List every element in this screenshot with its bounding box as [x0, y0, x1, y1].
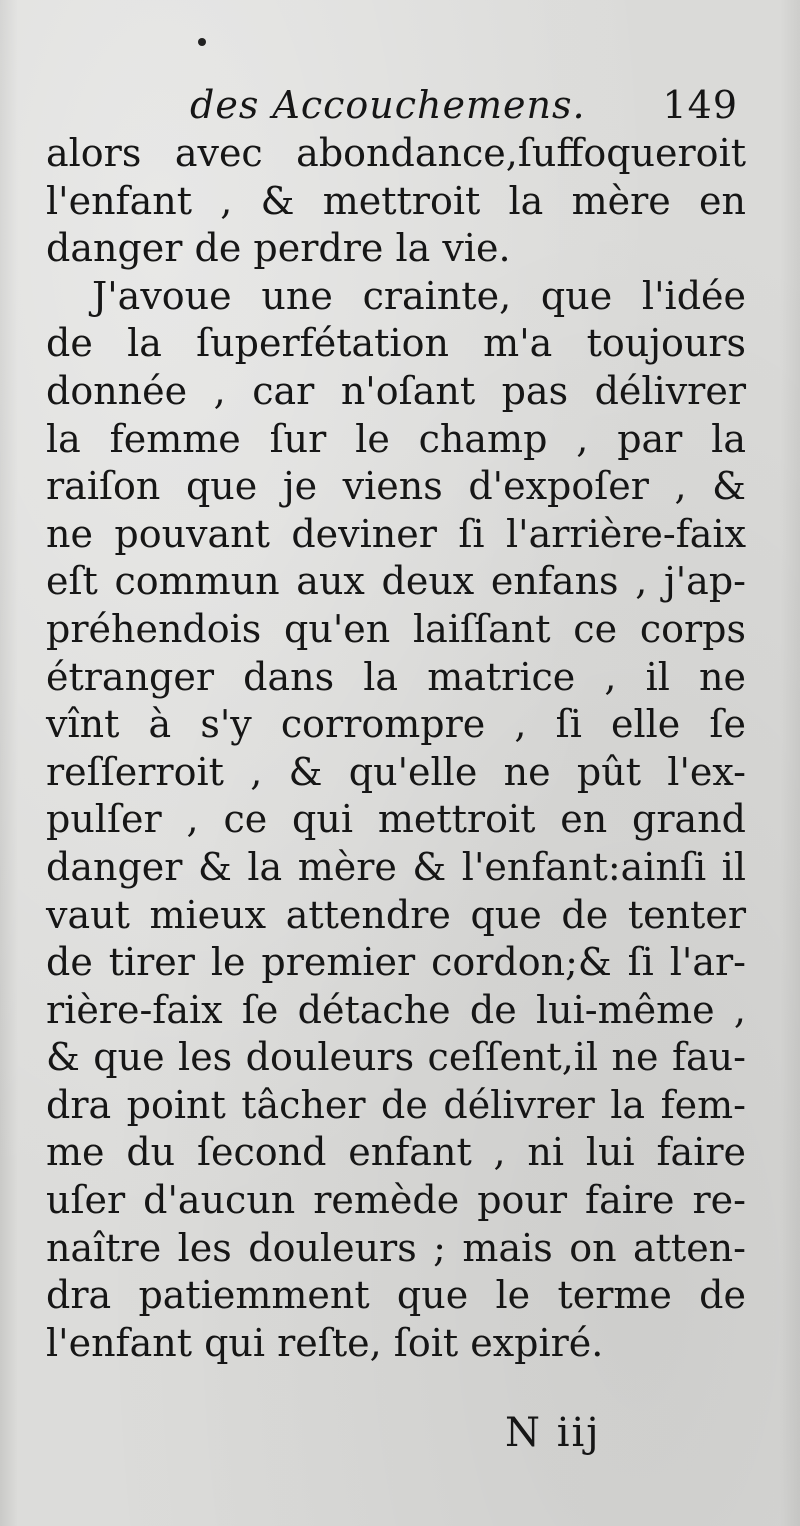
- text-line: rière-faix ſe détache de lui-même ,: [46, 987, 746, 1032]
- text-line: vînt à s'y corrompre , ſi elle ſe: [46, 702, 746, 747]
- ink-dot: [198, 38, 206, 46]
- text-line: danger & la mère & l'enfant:ainſi il: [46, 844, 746, 889]
- text-line: de la ſuperfétation m'a toujours: [46, 321, 746, 366]
- body-text: [46, 130, 746, 1367]
- text-line: reſſerroit , & qu'elle ne pût l'ex-: [46, 749, 746, 794]
- text-line: dra patiemment que le terme de: [46, 1273, 746, 1318]
- text-line: & que les douleurs ceſſent,il ne fau-: [46, 1035, 746, 1080]
- text-line: raiſon que je viens d'expoſer , &: [46, 464, 746, 509]
- text-line: préhendois qu'en laiſſant ce corps: [46, 606, 746, 651]
- text-line: la femme ſur le champ , par la: [46, 416, 746, 461]
- page-header: [190, 80, 750, 130]
- text-line: danger de perdre la vie.: [46, 226, 511, 271]
- text-line: dra point tâcher de délivrer la fem-: [46, 1082, 746, 1127]
- text-line: me du ſecond enfant , ni lui faire: [46, 1130, 746, 1175]
- text-line: pulſer , ce qui mettroit en grand: [46, 797, 746, 842]
- text-line: eſt commun aux deux enfans , j'ap-: [46, 559, 746, 604]
- text-line: étranger dans la matrice , il ne: [46, 654, 746, 699]
- text-line: donnée , car n'oſant pas délivrer: [46, 368, 746, 413]
- text-line: ne pouvant deviner ſi l'arrière-faix: [46, 511, 746, 556]
- text-line: l'enfant , & mettroit la mère en: [46, 178, 746, 223]
- signature-mark: N iij: [505, 1410, 601, 1456]
- running-title: des Accouchemens.: [190, 83, 586, 127]
- text-line: uſer d'aucun remède pour faire re-: [46, 1178, 746, 1223]
- page-number: 149: [662, 83, 738, 127]
- text-line: de tirer le premier cordon;& ſi l'ar-: [46, 940, 746, 985]
- text-line: alors avec abondance,ſuffoqueroit: [46, 131, 746, 175]
- text-line: naître les douleurs ; mais on atten-: [46, 1225, 746, 1270]
- text-line: l'enfant qui reſte, ſoit expiré.: [46, 1320, 604, 1365]
- text-line: vaut mieux attendre que de tenter: [46, 892, 746, 937]
- text-line: J'avoue une crainte, que l'idée: [92, 273, 746, 318]
